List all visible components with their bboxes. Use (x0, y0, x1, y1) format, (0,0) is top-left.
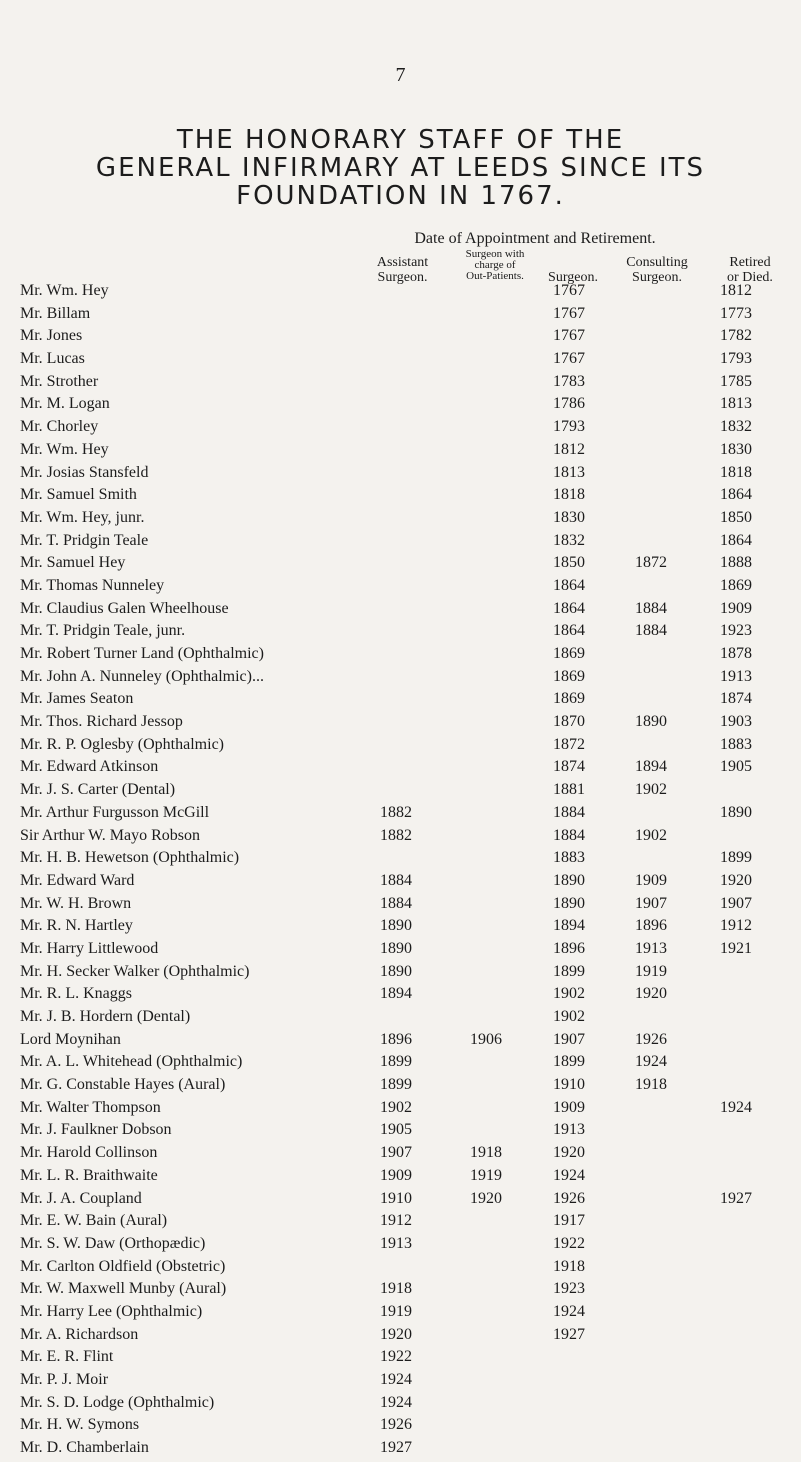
table-row (0, 849, 801, 872)
consulting-surgeon-year: 1913 (635, 939, 667, 957)
column-header-consulting: Consulting Surgeon. (626, 255, 688, 285)
table-row (0, 554, 801, 577)
retired-year: 1920 (720, 871, 752, 889)
surgeon-year: 1767 (553, 350, 585, 368)
table-row (0, 1439, 801, 1462)
table-row (0, 895, 801, 918)
table-row (0, 373, 801, 396)
staff-name: Mr. G. Constable Hayes (Aural) (20, 1076, 226, 1094)
staff-name: Mr. L. R. Braithwaite (20, 1166, 158, 1184)
staff-name: Mr. James Seaton (20, 690, 134, 708)
assistant-surgeon-year: 1894 (380, 985, 412, 1003)
staff-table (0, 282, 801, 1462)
staff-name: Mr. R. L. Knaggs (20, 985, 132, 1003)
retired-year: 1832 (720, 418, 752, 436)
staff-name: Mr. Samuel Hey (20, 554, 126, 572)
assistant-surgeon-year: 1920 (380, 1325, 412, 1343)
staff-name: Mr. John A. Nunneley (Ophthalmic)... (20, 667, 264, 685)
table-row (0, 804, 801, 827)
staff-name: Mr. Chorley (20, 418, 99, 436)
retired-year: 1830 (720, 440, 752, 458)
retired-year: 1912 (720, 917, 752, 935)
retired-year: 1924 (720, 1098, 752, 1116)
table-row (0, 736, 801, 759)
staff-name: Sir Arthur W. Mayo Robson (20, 826, 201, 844)
staff-name: Mr. W. H. Brown (20, 894, 132, 912)
staff-name: Mr. T. Pridgin Teale (20, 531, 149, 549)
surgeon-year: 1924 (553, 1166, 585, 1184)
table-caption: Date of Appointment and Retirement. (414, 230, 656, 247)
surgeon-year: 1869 (553, 667, 585, 685)
staff-name: Mr. J. A. Coupland (20, 1189, 142, 1207)
consulting-surgeon-year: 1884 (635, 622, 667, 640)
table-row (0, 1121, 801, 1144)
staff-name: Mr. T. Pridgin Teale, junr. (20, 622, 186, 640)
assistant-surgeon-year: 1913 (380, 1234, 412, 1252)
outpatients-surgeon-year: 1906 (470, 1030, 502, 1048)
staff-name: Mr. P. J. Moir (20, 1371, 109, 1388)
surgeon-year: 1850 (553, 554, 585, 572)
table-row (0, 282, 801, 305)
consulting-surgeon-year: 1920 (635, 985, 667, 1003)
staff-name: Mr. D. Chamberlain (20, 1439, 149, 1457)
outpatients-surgeon-year: 1919 (470, 1166, 502, 1184)
table-row (0, 1416, 801, 1439)
assistant-surgeon-year: 1907 (380, 1144, 412, 1162)
table-row (0, 1031, 801, 1054)
surgeon-year: 1909 (553, 1098, 585, 1116)
staff-name: Mr. S. D. Lodge (Ophthalmic) (20, 1393, 215, 1411)
staff-name: Mr. J. Faulkner Dobson (20, 1121, 172, 1139)
retired-year: 1782 (720, 327, 752, 345)
surgeon-year: 1869 (553, 645, 585, 662)
table-row (0, 940, 801, 963)
outpatients-surgeon-year: 1918 (470, 1144, 502, 1162)
staff-name: Mr. Strother (20, 372, 99, 390)
table-row (0, 1394, 801, 1417)
table-row (0, 305, 801, 328)
table-row (0, 690, 801, 713)
consulting-surgeon-year: 1884 (635, 599, 667, 617)
surgeon-year: 1917 (553, 1212, 585, 1230)
table-row (0, 441, 801, 464)
retired-year: 1793 (720, 350, 752, 368)
table-row (0, 781, 801, 804)
table-row (0, 1280, 801, 1303)
assistant-surgeon-year: 1918 (380, 1280, 412, 1298)
table-row (0, 985, 801, 1008)
assistant-surgeon-year: 1912 (380, 1212, 412, 1230)
assistant-surgeon-year: 1899 (380, 1053, 412, 1071)
surgeon-year: 1883 (553, 849, 585, 867)
staff-name: Mr. Harry Lee (Ophthalmic) (20, 1302, 203, 1320)
retired-year: 1923 (720, 622, 752, 640)
staff-name: Mr. Wm. Hey, junr. (20, 508, 145, 526)
surgeon-year: 1864 (553, 622, 585, 640)
staff-name: Mr. R. P. Oglesby (Ophthalmic) (20, 735, 224, 753)
column-header-outpatients: Surgeon with charge of Out-Patients. (465, 248, 525, 282)
table-row (0, 1371, 801, 1394)
table-row (0, 713, 801, 736)
staff-name: Mr. M. Logan (20, 395, 110, 413)
table-row (0, 1076, 801, 1099)
staff-name: Mr. H. Secker Walker (Ophthalmic) (20, 962, 250, 980)
staff-name: Mr. Harold Collinson (20, 1144, 158, 1162)
surgeon-year: 1926 (553, 1189, 585, 1207)
staff-name: Mr. Josias Stansfeld (20, 463, 149, 481)
surgeon-year: 1881 (553, 781, 585, 799)
surgeon-year: 1872 (553, 735, 585, 753)
assistant-surgeon-year: 1919 (380, 1302, 412, 1320)
retired-year: 1785 (720, 372, 752, 390)
table-row (0, 917, 801, 940)
surgeon-year: 1813 (553, 463, 585, 481)
column-header-surgeon: Surgeon. (548, 270, 598, 285)
table-row (0, 600, 801, 623)
table-row (0, 1190, 801, 1213)
table-row (0, 486, 801, 509)
staff-name: Mr. A. Richardson (20, 1325, 139, 1343)
outpatients-surgeon-year: 1920 (470, 1189, 502, 1207)
staff-name: Mr. Edward Atkinson (20, 758, 159, 776)
surgeon-year: 1869 (553, 690, 585, 708)
staff-name: Mr. Jones (20, 327, 83, 345)
table-row (0, 350, 801, 373)
surgeon-year: 1902 (553, 1008, 585, 1025)
consulting-surgeon-year: 1909 (635, 871, 667, 889)
staff-name: Mr. Arthur Furgusson McGill (20, 803, 210, 821)
surgeon-year: 1902 (553, 985, 585, 1003)
staff-name: Mr. Harry Littlewood (20, 939, 159, 957)
surgeon-year: 1870 (553, 713, 585, 731)
consulting-surgeon-year: 1918 (635, 1076, 667, 1094)
table-row (0, 1144, 801, 1167)
staff-name: Mr. H. B. Hewetson (Ophthalmic) (20, 849, 240, 867)
staff-name: Mr. Carlton Oldfield (Obstetric) (20, 1257, 226, 1275)
retired-year: 1903 (720, 713, 752, 731)
retired-year: 1773 (720, 304, 752, 322)
surgeon-year: 1832 (553, 531, 585, 549)
assistant-surgeon-year: 1924 (380, 1371, 412, 1388)
staff-name: Mr. R. N. Hartley (20, 917, 133, 935)
table-row (0, 1303, 801, 1326)
staff-name: Mr. Samuel Smith (20, 486, 137, 504)
consulting-surgeon-year: 1902 (635, 826, 667, 844)
retired-year: 1850 (720, 508, 752, 526)
assistant-surgeon-year: 1884 (380, 894, 412, 912)
table-row (0, 532, 801, 555)
table-row (0, 872, 801, 895)
consulting-surgeon-year: 1890 (635, 713, 667, 731)
surgeon-year: 1767 (553, 327, 585, 345)
retired-year: 1921 (720, 939, 752, 957)
retired-year: 1813 (720, 395, 752, 413)
assistant-surgeon-year: 1926 (380, 1416, 412, 1434)
table-row (0, 1053, 801, 1076)
staff-name: Mr. Claudius Galen Wheelhouse (20, 599, 229, 617)
retired-year: 1818 (720, 463, 752, 481)
surgeon-year: 1767 (553, 282, 585, 299)
column-header-assistant: Assistant Surgeon. (376, 255, 429, 285)
staff-name: Mr. E. W. Bain (Aural) (20, 1212, 168, 1230)
surgeon-year: 1884 (553, 803, 585, 821)
staff-name: Mr. Wm. Hey (20, 440, 109, 458)
table-row (0, 1099, 801, 1122)
assistant-surgeon-year: 1890 (380, 962, 412, 980)
retired-year: 1888 (720, 554, 752, 572)
surgeon-year: 1899 (553, 1053, 585, 1071)
assistant-surgeon-year: 1882 (380, 826, 412, 844)
surgeon-year: 1786 (553, 395, 585, 413)
surgeon-year: 1812 (553, 440, 585, 458)
staff-name: Mr. J. B. Hordern (Dental) (20, 1008, 191, 1025)
assistant-surgeon-year: 1909 (380, 1166, 412, 1184)
retired-year: 1864 (720, 486, 752, 504)
retired-year: 1909 (720, 599, 752, 617)
title-line-3: FOUNDATION IN 1767. (236, 181, 565, 211)
surgeon-year: 1890 (553, 894, 585, 912)
assistant-surgeon-year: 1927 (380, 1439, 412, 1457)
surgeon-year: 1923 (553, 1280, 585, 1298)
table-row (0, 327, 801, 350)
assistant-surgeon-year: 1890 (380, 917, 412, 935)
table-row (0, 1258, 801, 1281)
staff-name: Mr. J. S. Carter (Dental) (20, 781, 176, 799)
surgeon-year: 1864 (553, 576, 585, 594)
retired-year: 1907 (720, 894, 752, 912)
retired-year: 1913 (720, 667, 752, 685)
page-title (0, 126, 801, 210)
surgeon-year: 1793 (553, 418, 585, 436)
table-row (0, 1008, 801, 1031)
staff-name: Mr. A. L. Whitehead (Ophthalmic) (20, 1053, 243, 1071)
surgeon-year: 1864 (553, 599, 585, 617)
retired-year: 1927 (720, 1189, 752, 1207)
table-row (0, 622, 801, 645)
assistant-surgeon-year: 1899 (380, 1076, 412, 1094)
surgeon-year: 1894 (553, 917, 585, 935)
table-row (0, 464, 801, 487)
staff-name: Lord Moynihan (20, 1030, 121, 1048)
surgeon-year: 1924 (553, 1302, 585, 1320)
staff-name: Mr. Walter Thompson (20, 1098, 161, 1116)
retired-year: 1812 (720, 282, 752, 299)
consulting-surgeon-year: 1902 (635, 781, 667, 799)
retired-year: 1883 (720, 735, 752, 753)
surgeon-year: 1918 (553, 1257, 585, 1275)
table-row (0, 1212, 801, 1235)
assistant-surgeon-year: 1896 (380, 1030, 412, 1048)
table-row (0, 509, 801, 532)
staff-name: Mr. Thomas Nunneley (20, 576, 165, 594)
surgeon-year: 1890 (553, 871, 585, 889)
table-row (0, 963, 801, 986)
retired-year: 1869 (720, 576, 752, 594)
consulting-surgeon-year: 1924 (635, 1053, 667, 1071)
table-row (0, 418, 801, 441)
consulting-surgeon-year: 1926 (635, 1030, 667, 1048)
consulting-surgeon-year: 1872 (635, 554, 667, 572)
surgeon-year: 1767 (553, 304, 585, 322)
assistant-surgeon-year: 1902 (380, 1098, 412, 1116)
assistant-surgeon-year: 1890 (380, 939, 412, 957)
table-row (0, 1235, 801, 1258)
assistant-surgeon-year: 1905 (380, 1121, 412, 1139)
retired-year: 1864 (720, 531, 752, 549)
surgeon-year: 1922 (553, 1234, 585, 1252)
table-row (0, 1167, 801, 1190)
surgeon-year: 1884 (553, 826, 585, 844)
title-line-2: GENERAL INFIRMARY AT LEEDS SINCE ITS (95, 153, 706, 183)
column-header-retired: Retired or Died. (727, 255, 773, 285)
retired-year: 1878 (720, 645, 752, 662)
staff-name: Mr. Robert Turner Land (Ophthalmic) (20, 645, 264, 662)
retired-year: 1905 (720, 758, 752, 776)
assistant-surgeon-year: 1910 (380, 1189, 412, 1207)
staff-name: Mr. W. Maxwell Munby (Aural) (20, 1280, 227, 1298)
surgeon-year: 1874 (553, 758, 585, 776)
retired-year: 1899 (720, 849, 752, 867)
consulting-surgeon-year: 1894 (635, 758, 667, 776)
staff-name: Mr. Thos. Richard Jessop (20, 713, 183, 731)
retired-year: 1874 (720, 690, 752, 708)
staff-name: Mr. Edward Ward (20, 871, 135, 889)
page-number: 7 (395, 64, 406, 86)
staff-name: Mr. H. W. Symons (20, 1416, 140, 1434)
table-row (0, 668, 801, 691)
table-row (0, 827, 801, 850)
assistant-surgeon-year: 1922 (380, 1348, 412, 1366)
staff-name: Mr. Lucas (20, 350, 85, 368)
consulting-surgeon-year: 1907 (635, 894, 667, 912)
table-row (0, 645, 801, 668)
consulting-surgeon-year: 1896 (635, 917, 667, 935)
table-row (0, 577, 801, 600)
staff-name: Mr. Billam (20, 304, 91, 322)
assistant-surgeon-year: 1924 (380, 1393, 412, 1411)
title-line-1: THE HONORARY STAFF OF THE (176, 125, 625, 155)
table-row (0, 1326, 801, 1349)
staff-name: Mr. E. R. Flint (20, 1348, 114, 1366)
table-row (0, 758, 801, 781)
surgeon-year: 1910 (553, 1076, 585, 1094)
surgeon-year: 1907 (553, 1030, 585, 1048)
retired-year: 1890 (720, 803, 752, 821)
surgeon-year: 1896 (553, 939, 585, 957)
surgeon-year: 1899 (553, 962, 585, 980)
assistant-surgeon-year: 1884 (380, 871, 412, 889)
surgeon-year: 1783 (553, 372, 585, 390)
staff-name: Mr. Wm. Hey (20, 282, 109, 299)
surgeon-year: 1927 (553, 1325, 585, 1343)
table-row (0, 1348, 801, 1371)
surgeon-year: 1920 (553, 1144, 585, 1162)
table-row (0, 395, 801, 418)
assistant-surgeon-year: 1882 (380, 803, 412, 821)
surgeon-year: 1830 (553, 508, 585, 526)
surgeon-year: 1913 (553, 1121, 585, 1139)
consulting-surgeon-year: 1919 (635, 962, 667, 980)
surgeon-year: 1818 (553, 486, 585, 504)
staff-name: Mr. S. W. Daw (Orthopædic) (20, 1234, 206, 1252)
